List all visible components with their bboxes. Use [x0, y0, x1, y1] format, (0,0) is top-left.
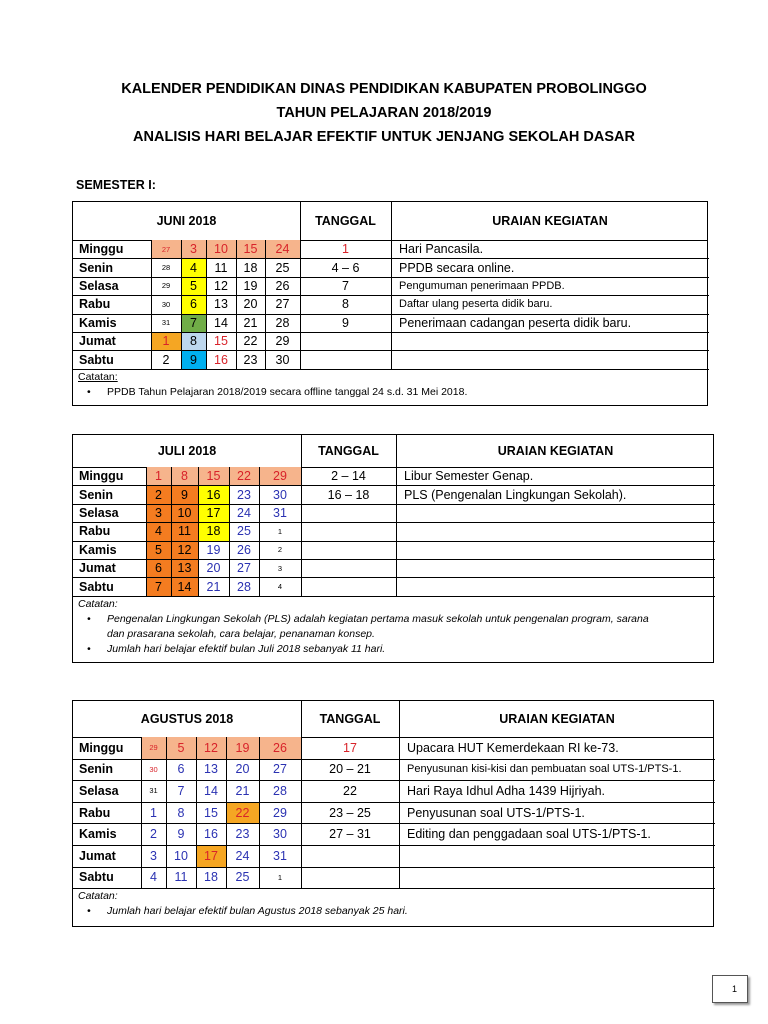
event-description	[391, 350, 709, 368]
date-cell: 18	[198, 522, 229, 540]
event-description: Penyusunan soal UTS-1/PTS-1.	[407, 805, 585, 820]
event-date	[301, 504, 396, 522]
date-cell: 27	[237, 561, 251, 576]
date-cell: 29	[161, 281, 171, 291]
event-description: PPDB secara online.	[399, 260, 515, 275]
day-name: Kamis	[79, 315, 117, 330]
date-cell: 15	[214, 334, 228, 349]
date-cell: 7	[146, 577, 171, 595]
row-divider	[73, 258, 709, 259]
event-description	[396, 577, 715, 595]
note-item	[87, 613, 649, 625]
day-name: Sabtu	[79, 579, 114, 594]
divider	[236, 240, 237, 369]
day-name: Sabtu	[79, 870, 114, 885]
row-divider	[73, 845, 715, 846]
row-divider	[73, 559, 715, 560]
event-description: Hari Pancasila.	[399, 242, 484, 257]
event-description: Upacara HUT Kemerdekaan RI ke-73.	[407, 740, 619, 755]
row-divider	[73, 350, 709, 351]
date-cell: 6	[181, 295, 206, 313]
note-text: Jumlah hari belajar efektif bulan Juli 2018 sebanyak 11 hari.	[107, 642, 386, 655]
date-cell: 28	[275, 315, 290, 330]
divider	[166, 737, 167, 888]
date-cell: 16	[198, 485, 229, 503]
event-date: 7	[342, 278, 349, 293]
date-cell: 15	[236, 240, 265, 258]
day-name: Minggu	[79, 469, 124, 484]
date-cell: 23	[237, 487, 251, 502]
event-description	[396, 559, 715, 577]
note-text: dan prasarana sekolah, cara belajar, penanaman konsep.	[107, 627, 375, 640]
date-cell: 4	[277, 582, 283, 592]
bullet-icon: •	[87, 642, 91, 655]
event-date	[301, 845, 399, 867]
date-cell: 24	[237, 505, 251, 520]
notes-heading: Catatan:	[78, 597, 118, 610]
divider	[206, 240, 207, 369]
date-cell: 15	[204, 805, 218, 820]
event-date: 20 – 21	[329, 762, 371, 777]
event-description: Libur Semester Genap.	[404, 469, 534, 484]
col-tanggal-header: TANGGAL	[315, 214, 376, 228]
date-cell: 1	[277, 872, 283, 882]
date-cell: 1	[150, 805, 157, 820]
day-name: Senin	[79, 487, 114, 502]
date-cell: 17	[196, 845, 226, 867]
event-date: 9	[342, 315, 349, 330]
date-cell: 3	[181, 240, 206, 258]
row-divider	[73, 295, 709, 296]
date-cell: 18	[243, 260, 258, 275]
day-name: Selasa	[79, 783, 119, 798]
event-description: Penyusunan kisi-kisi dan pembuatan soal UTS-1/PTS-1.	[407, 763, 682, 776]
date-cell: 2	[150, 827, 157, 842]
notes-section	[73, 369, 707, 407]
event-description: Hari Raya Idhul Adha 1439 Hijriyah.	[407, 783, 606, 798]
event-description	[399, 867, 715, 889]
date-cell: 26	[259, 737, 301, 759]
event-date: 27 – 31	[329, 827, 371, 842]
note-text: PPDB Tahun Pelajaran 2018/2019 secara offline tanggal 24 s.d. 31 Mei 2018.	[107, 385, 468, 398]
date-cell: 23	[235, 827, 250, 842]
event-date	[301, 867, 399, 889]
date-cell: 15	[198, 467, 229, 485]
date-cell: 1	[151, 332, 181, 350]
date-cell: 29	[259, 467, 301, 485]
date-cell: 1	[277, 526, 283, 536]
note-text: Jumlah hari belajar efektif bulan Agustus 2018 sebanyak 25 hari.	[107, 905, 408, 918]
divider	[181, 240, 182, 369]
event-date	[301, 541, 396, 559]
date-cell: 26	[237, 542, 251, 557]
date-cell: 13	[171, 559, 198, 577]
date-cell: 17	[198, 504, 229, 522]
col-tanggal-header: TANGGAL	[318, 444, 379, 458]
day-name: Rabu	[79, 805, 111, 820]
date-cell: 21	[206, 579, 221, 594]
date-cell: 31	[273, 848, 287, 863]
note-item	[107, 628, 375, 640]
date-cell: 20	[235, 762, 250, 777]
date-cell: 3	[150, 848, 157, 863]
month-header	[73, 202, 707, 241]
bullet-icon: •	[87, 385, 91, 398]
date-cell: 9	[171, 485, 198, 503]
row-divider	[73, 867, 715, 868]
date-cell: 24	[265, 240, 300, 258]
divider	[259, 467, 260, 596]
date-cell: 12	[196, 737, 226, 759]
date-cell: 14	[214, 315, 228, 330]
date-cell: 3	[146, 504, 171, 522]
event-description: PLS (Pengenalan Lingkungan Sekolah).	[404, 487, 627, 502]
notes-heading: Catatan:	[78, 370, 118, 383]
date-cell: 20	[206, 561, 221, 576]
row-divider	[73, 504, 715, 505]
date-cell: 26	[275, 278, 290, 293]
row-divider	[73, 759, 715, 760]
date-cell: 2	[146, 485, 171, 503]
notes-section	[73, 596, 713, 664]
event-date: 2 – 14	[331, 469, 366, 484]
page-number: 1	[712, 975, 748, 1003]
date-cell: 19	[206, 542, 221, 557]
row-divider	[73, 780, 715, 781]
day-name: Senin	[79, 260, 114, 275]
notes-section	[73, 888, 713, 928]
divider	[151, 240, 152, 369]
date-cell: 4	[150, 870, 157, 885]
month-title: JUNI 2018	[156, 214, 217, 228]
date-cell: 22	[229, 467, 259, 485]
row-divider	[73, 314, 709, 315]
month-title: JULI 2018	[157, 444, 217, 458]
date-cell: 22	[243, 334, 258, 349]
date-cell: 6	[146, 559, 171, 577]
note-text: Pengenalan Lingkungan Sekolah (PLS) adalah kegiatan pertama masuk sekolah untuk pengenalan program, sarana	[107, 612, 649, 625]
date-cell: 9	[177, 827, 185, 842]
event-description	[399, 845, 715, 867]
day-name: Minggu	[79, 242, 124, 257]
day-name: Jumat	[79, 848, 116, 863]
month-header	[73, 701, 713, 738]
date-cell: 5	[146, 541, 171, 559]
date-cell: 8	[177, 805, 185, 820]
date-cell: 30	[161, 299, 171, 309]
row-divider	[73, 577, 715, 578]
doc-title-line3: ANALISIS HARI BELAJAR EFEKTIF UNTUK JENJANG SEKOLAH DASAR	[133, 129, 635, 145]
date-cell: 31	[149, 786, 158, 796]
col-uraian-header: URAIAN KEGIATAN	[497, 444, 614, 458]
divider	[198, 467, 199, 596]
event-description	[391, 332, 709, 350]
date-cell: 21	[243, 315, 258, 330]
col-uraian-header: URAIAN KEGIATAN	[492, 214, 608, 228]
day-name: Selasa	[79, 278, 119, 293]
date-cell: 13	[204, 762, 218, 777]
date-cell: 4	[181, 258, 206, 276]
event-description: Pengumuman penerimaan PPDB.	[399, 279, 565, 292]
event-description: Penerimaan cadangan peserta didik baru.	[399, 315, 632, 330]
date-cell: 29	[275, 334, 290, 349]
event-date: 22	[343, 783, 357, 798]
event-date: 4 – 6	[331, 260, 360, 275]
date-cell: 24	[235, 848, 250, 863]
row-divider	[73, 541, 715, 542]
date-cell: 30	[275, 352, 290, 367]
date-cell: 5	[181, 277, 206, 295]
date-cell: 16	[214, 352, 228, 367]
bullet-icon: •	[87, 905, 91, 918]
date-cell: 8	[171, 467, 198, 485]
col-tanggal-header: TANGGAL	[319, 712, 381, 726]
date-cell: 7	[181, 314, 206, 332]
event-date: 23 – 25	[329, 805, 371, 820]
divider	[171, 467, 172, 596]
event-date	[300, 350, 391, 368]
event-date: 17	[343, 740, 357, 755]
date-cell: 10	[174, 848, 188, 863]
event-date	[301, 577, 396, 595]
day-name: Kamis	[79, 542, 117, 557]
date-cell: 12	[214, 278, 228, 293]
divider	[226, 737, 227, 888]
date-cell: 25	[275, 260, 290, 275]
semester-label: SEMESTER I:	[76, 178, 156, 192]
event-description: Daftar ulang peserta didik baru.	[399, 298, 553, 311]
date-cell: 1	[146, 467, 171, 485]
date-cell: 2	[162, 352, 170, 367]
day-name: Rabu	[79, 524, 111, 539]
date-cell: 27	[275, 297, 290, 312]
date-cell: 25	[235, 870, 250, 885]
date-cell: 2	[277, 545, 283, 555]
doc-title-line2: TAHUN PELAJARAN 2018/2019	[276, 105, 492, 121]
divider	[141, 737, 142, 888]
date-cell: 11	[171, 522, 198, 540]
month-table	[72, 201, 708, 406]
day-name: Jumat	[79, 561, 116, 576]
date-cell: 30	[273, 487, 287, 502]
date-cell: 21	[235, 783, 250, 798]
date-cell: 30	[149, 764, 158, 774]
event-date: 16 – 18	[327, 487, 370, 502]
date-cell: 11	[214, 260, 228, 275]
row-divider	[73, 802, 715, 803]
event-description: Editing dan penggadaan soal UTS-1/PTS-1.	[407, 827, 651, 842]
divider	[196, 737, 197, 888]
divider	[146, 467, 147, 596]
date-cell: 3	[277, 563, 283, 573]
month-title: AGUSTUS 2018	[140, 712, 234, 726]
doc-title-line1: KALENDER PENDIDIKAN DINAS PENDIDIKAN KABUPATEN PROBOLINGGO	[121, 81, 647, 97]
row-divider	[73, 332, 709, 333]
date-cell: 11	[174, 870, 188, 885]
note-item	[87, 386, 467, 398]
date-cell: 29	[273, 805, 287, 820]
date-cell: 10	[171, 504, 198, 522]
date-cell: 9	[181, 350, 206, 368]
row-divider	[73, 522, 715, 523]
day-name: Rabu	[79, 297, 111, 312]
date-cell: 19	[226, 737, 259, 759]
day-name: Kamis	[79, 827, 117, 842]
divider	[259, 737, 260, 888]
divider	[265, 240, 266, 369]
day-name: Minggu	[79, 740, 124, 755]
event-description	[396, 541, 715, 559]
note-item	[87, 905, 408, 917]
date-cell: 31	[161, 318, 171, 328]
date-cell: 31	[273, 505, 287, 520]
date-cell: 28	[161, 263, 171, 273]
date-cell: 14	[171, 577, 198, 595]
event-date	[301, 559, 396, 577]
month-header	[73, 435, 713, 468]
event-description	[396, 522, 715, 540]
date-cell: 27	[273, 762, 287, 777]
event-date: 8	[342, 297, 349, 312]
date-cell: 12	[171, 541, 198, 559]
month-table	[72, 700, 714, 927]
date-cell: 27	[151, 240, 181, 258]
date-cell: 18	[204, 870, 218, 885]
date-cell: 30	[273, 827, 287, 842]
date-cell: 25	[237, 524, 251, 539]
day-name: Jumat	[79, 334, 116, 349]
event-description	[396, 504, 715, 522]
date-cell: 28	[237, 579, 251, 594]
row-divider	[73, 823, 715, 824]
date-cell: 13	[214, 297, 228, 312]
date-cell: 22	[226, 802, 259, 824]
date-cell: 7	[177, 783, 185, 798]
date-cell: 5	[166, 737, 196, 759]
date-cell: 10	[206, 240, 236, 258]
event-date	[301, 522, 396, 540]
date-cell: 23	[243, 352, 258, 367]
bullet-icon: •	[87, 612, 91, 625]
date-cell: 16	[204, 827, 218, 842]
day-name: Sabtu	[79, 352, 114, 367]
date-cell: 4	[146, 522, 171, 540]
event-date: 1	[342, 242, 349, 257]
col-uraian-header: URAIAN KEGIATAN	[499, 712, 615, 726]
note-item	[87, 643, 385, 655]
day-name: Selasa	[79, 505, 119, 520]
date-cell: 8	[181, 332, 206, 350]
row-divider	[73, 485, 715, 486]
date-cell: 20	[243, 297, 258, 312]
date-cell: 29	[141, 737, 166, 759]
day-name: Senin	[79, 762, 114, 777]
date-cell: 19	[243, 278, 258, 293]
event-date	[300, 332, 391, 350]
date-cell: 6	[177, 762, 185, 777]
date-cell: 14	[204, 783, 218, 798]
month-table	[72, 434, 714, 663]
row-divider	[73, 277, 709, 278]
notes-heading: Catatan:	[78, 890, 118, 903]
divider	[229, 467, 230, 596]
date-cell: 28	[273, 783, 287, 798]
